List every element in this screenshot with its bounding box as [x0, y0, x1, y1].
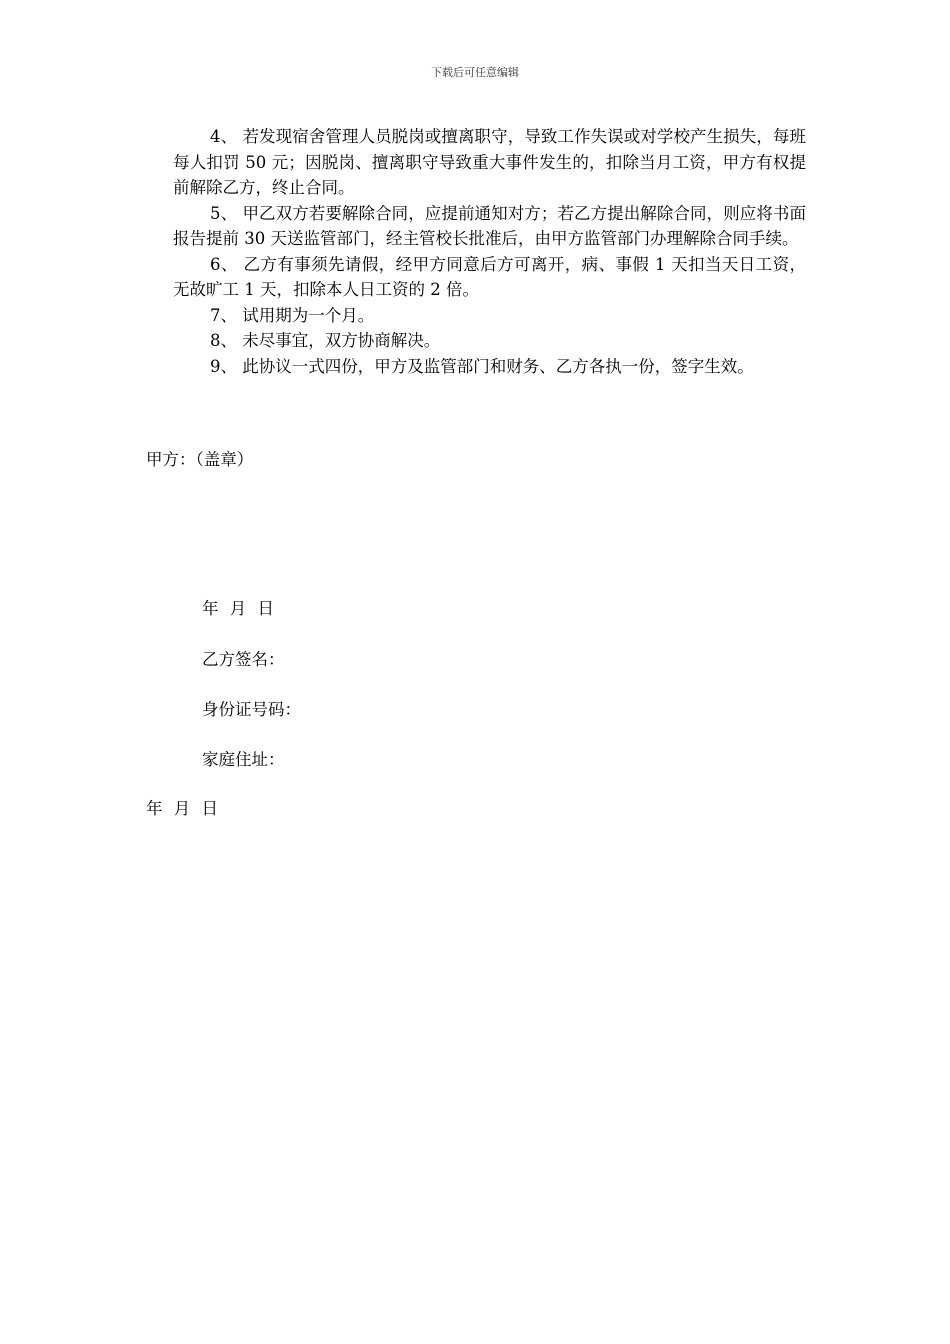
id-number-label: 身份证号码： — [202, 700, 301, 719]
clause-8: 8、 未尽事宜，双方协商解决。 — [210, 331, 441, 350]
clause-9: 9、 此协议一式四份，甲方及监管部门和财务、乙方各执一份，签字生效。 — [210, 356, 754, 376]
clause-4: 4、 若发现宿舍管理人员脱岗或擅离职守，导致工作失误或对学校产生损失，每班每人扣罚 50 元；因脱岗、擅离职守导致重大事件发生的，扣除当月工资，甲方有权提前解除乙方，终止合同。 — [173, 127, 806, 197]
clause-5: 5、 甲乙双方若要解除合同，应提前通知对方；若乙方提出解除合同，则应将书面报告提前 30 天送监管部门，经主管校长批准后，由甲方监管部门办理解除合同手续。 — [173, 203, 806, 248]
party-b-date-label: 年 月 日 — [146, 799, 218, 818]
party-a-date-label: 年 月 日 — [202, 599, 274, 618]
header-note: 下载后可任意编辑 — [431, 66, 519, 79]
clause-list — [173, 124, 806, 379]
home-address-label: 家庭住址： — [202, 750, 285, 769]
clause-7: 7、 试用期为一个月。 — [210, 305, 375, 325]
clause-6: 6、 乙方有事须先请假，经甲方同意后方可离开，病、事假 1 天扣当天日工资，无故旷工 1 天，扣除本人日工资的 2 倍。 — [173, 254, 806, 299]
party-b-signature-label: 乙方签名： — [202, 650, 285, 669]
party-a-seal-label: 甲方：（盖章） — [146, 450, 254, 469]
